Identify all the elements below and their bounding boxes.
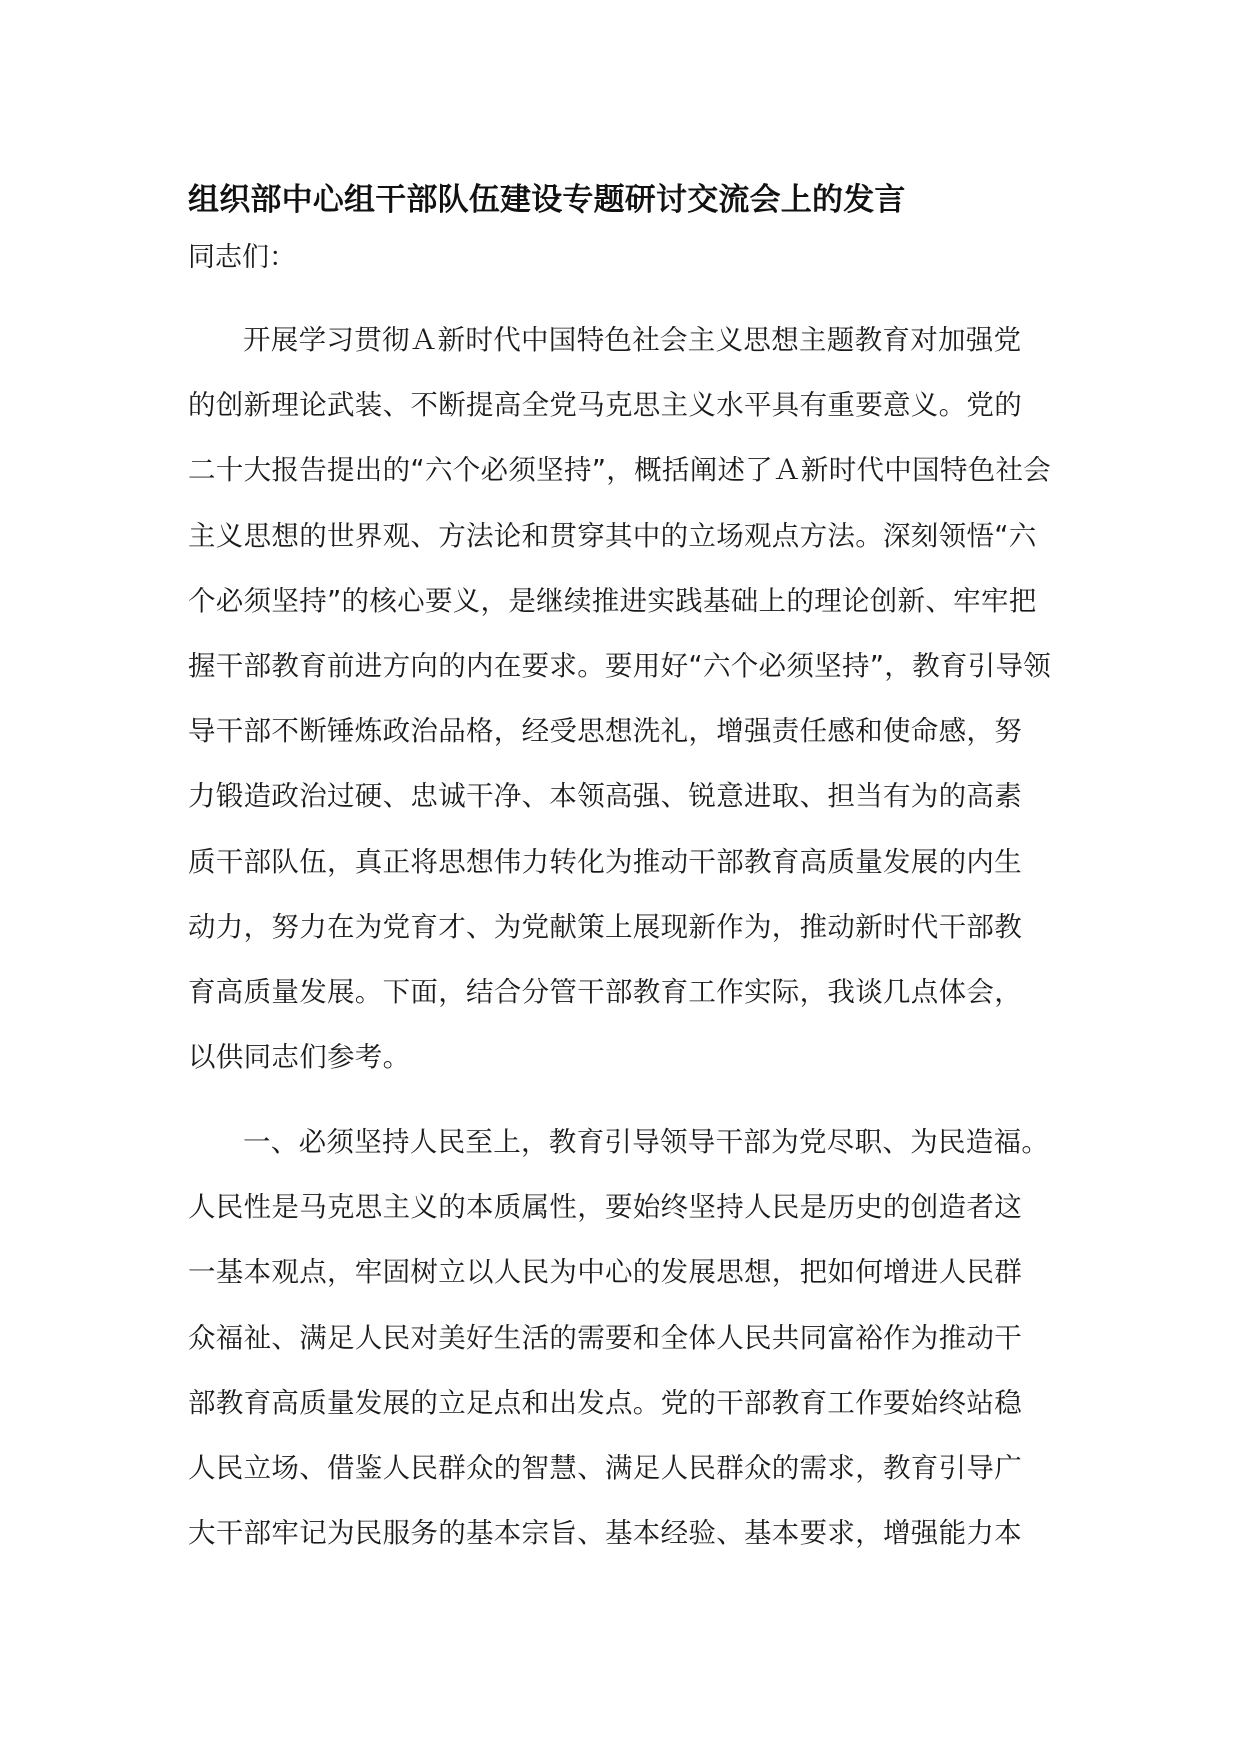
text-line: 质干部队伍，真正将思想伟力转化为推动干部教育高质量发展的内生 — [188, 845, 1022, 878]
paragraph-intro — [188, 308, 1058, 1090]
text-line: 育高质量发展。下面，结合分管干部教育工作实际，我谈几点体会， — [188, 975, 1022, 1008]
text-line: 开展学习贯彻Ａ新时代中国特色社会主义思想主题教育对加强党 — [243, 324, 1022, 356]
document-title: 组织部中心组干部队伍建设专题研讨交流会上的发言 — [188, 182, 906, 218]
text-line: 二十大报告提出的“六个必须坚持”，概括阐述了Ａ新时代中国特色社会 — [188, 454, 1052, 487]
text-line: 部教育高质量发展的立足点和出发点。党的干部教育工作要始终站稳 — [188, 1386, 1022, 1419]
text-line: 力锻造政治过硬、忠诚干净、本领高强、锐意进取、担当有为的高素 — [188, 780, 1022, 813]
salutation: 同志们： — [188, 242, 296, 273]
text-line: 众福祉、满足人民对美好生活的需要和全体人民共同富裕作为推动干 — [188, 1321, 1022, 1354]
text-line: 动力，努力在为党育才、为党献策上展现新作为，推动新时代干部教 — [188, 910, 1022, 943]
text-line: 一基本观点，牢固树立以人民为中心的发展思想，把如何增进人民群 — [188, 1256, 1022, 1289]
text-line: 人民性是马克思主义的本质属性，要始终坚持人民是历史的创造者这 — [188, 1191, 1022, 1224]
paragraph-point-one — [188, 1110, 1058, 1566]
text-line: 导干部不断锤炼政治品格，经受思想洗礼，增强责任感和使命感，努 — [188, 715, 1022, 748]
text-line: 个必须坚持”的核心要义，是继续推进实践基础上的理论创新、牢牢把 — [188, 584, 1037, 617]
text-line: 人民立场、借鉴人民群众的智慧、满足人民群众的需求，教育引导广 — [188, 1451, 1022, 1484]
text-line: 主义思想的世界观、方法论和贯穿其中的立场观点方法。深刻领悟“六 — [188, 519, 1037, 552]
text-line: 握干部教育前进方向的内在要求。要用好“六个必须坚持”，教育引导领 — [188, 649, 1052, 682]
text-line: 大干部牢记为民服务的基本宗旨、基本经验、基本要求，增强能力本 — [188, 1517, 1022, 1550]
text-line: 以供同志们参考。 — [188, 1041, 411, 1074]
text-line: 的创新理论武装、不断提高全党马克思主义水平具有重要意义。党的 — [188, 389, 1022, 422]
text-line: 一、必须坚持人民至上，教育引导领导干部为党尽职、为民造福。 — [243, 1126, 1050, 1158]
